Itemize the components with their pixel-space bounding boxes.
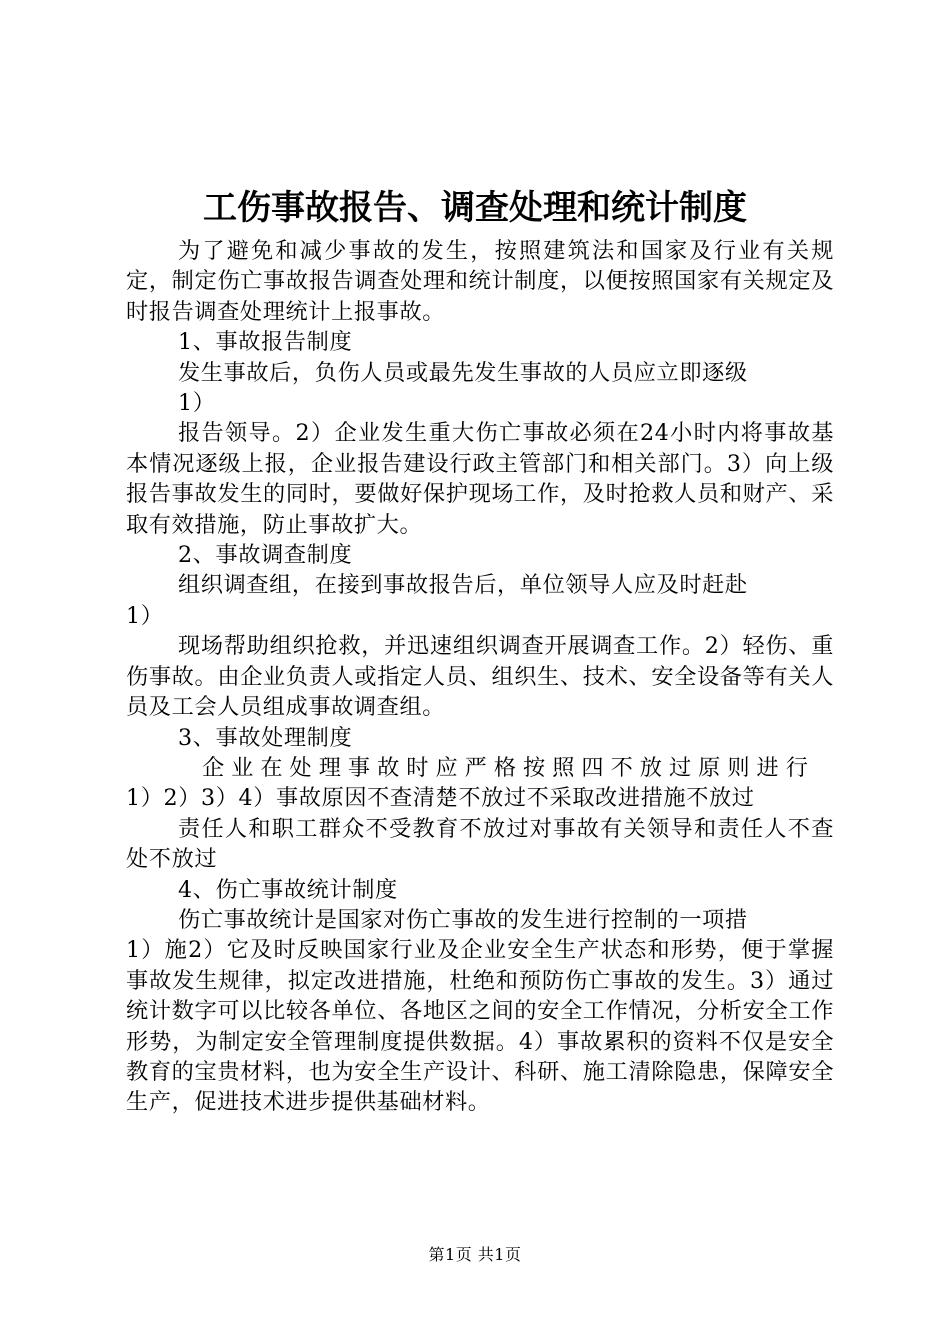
paragraph-handling-3: 责任人和职工群众不受教育不放过对事故有关领导和责任人不查处不放过: [126, 815, 834, 873]
paragraph-handling-1: 企业在处理事故时应严格按照四不放过原则进行: [202, 754, 815, 781]
paragraph-report-1: 发生事故后，负伤人员或最先发生事故的人员应立即逐级: [178, 359, 748, 386]
paragraph-statistics-2: 1）施2）它及时反映国家行业及企业安全生产状态和形势，便于掌握事故发生规律，拟定改进措施，杜绝和预防伤亡事故的发生。3）通过统计数字可以比较各单位、各地区之间的安全工作情况，分析安全工作形势，为制定安全管理制度提供数据。4）事故累积的资料不仅是安全教育的宝贵材料，也为安全生产设计、科研、施工清除隐患，保障安全生产，促进技术进步提供基础材料。: [126, 937, 834, 1116]
section-heading-handling: 3、事故处理制度: [178, 724, 353, 751]
paragraph-report-2: 报告领导。2）企业发生重大伤亡事故必须在24小时内将事故基本情况逐级上报，企业报告建设行政主管部门和相关部门。3）向上级报告事故发生的同时，要做好保护现场工作，及时抢救人员和财产、采取有效措施，防止事故扩大。: [126, 420, 834, 538]
item-marker: 1）: [178, 390, 216, 417]
item-marker: 1）: [126, 602, 164, 629]
paragraph-investigation-1: 组织调查组，在接到事故报告后，单位领导人应及时赶赴: [178, 572, 748, 599]
paragraph-investigation-2: 现场帮助组织抢救，并迅速组织调查开展调查工作。2）轻伤、重伤事故。由企业负责人或指定人员、组织生、技术、安全设备等有关人员及工会人员组成事故调查组。: [126, 633, 834, 721]
paragraph-handling-2: 1）2）3）4）事故原因不查清楚不放过不采取改进措施不放过: [126, 785, 755, 812]
document-body: [126, 236, 834, 1118]
page-footer: 第1页 共1页: [428, 1245, 522, 1264]
paragraph-statistics-1: 伤亡事故统计是国家对伤亡事故的发生进行控制的一项措: [178, 906, 748, 933]
document-title: 工伤事故报告、调查处理和统计制度: [203, 188, 747, 228]
section-heading-statistics: 4、伤亡事故统计制度: [178, 876, 398, 903]
paragraph-intro: 为了避免和减少事故的发生，按照建筑法和国家及行业有关规定，制定伤亡事故报告调查处理和统计制度，以便按照国家有关规定及时报告调查处理统计上报事故。: [126, 238, 834, 325]
section-heading-report: 1、事故报告制度: [178, 329, 353, 356]
section-heading-investigation: 2、事故调查制度: [178, 542, 353, 569]
